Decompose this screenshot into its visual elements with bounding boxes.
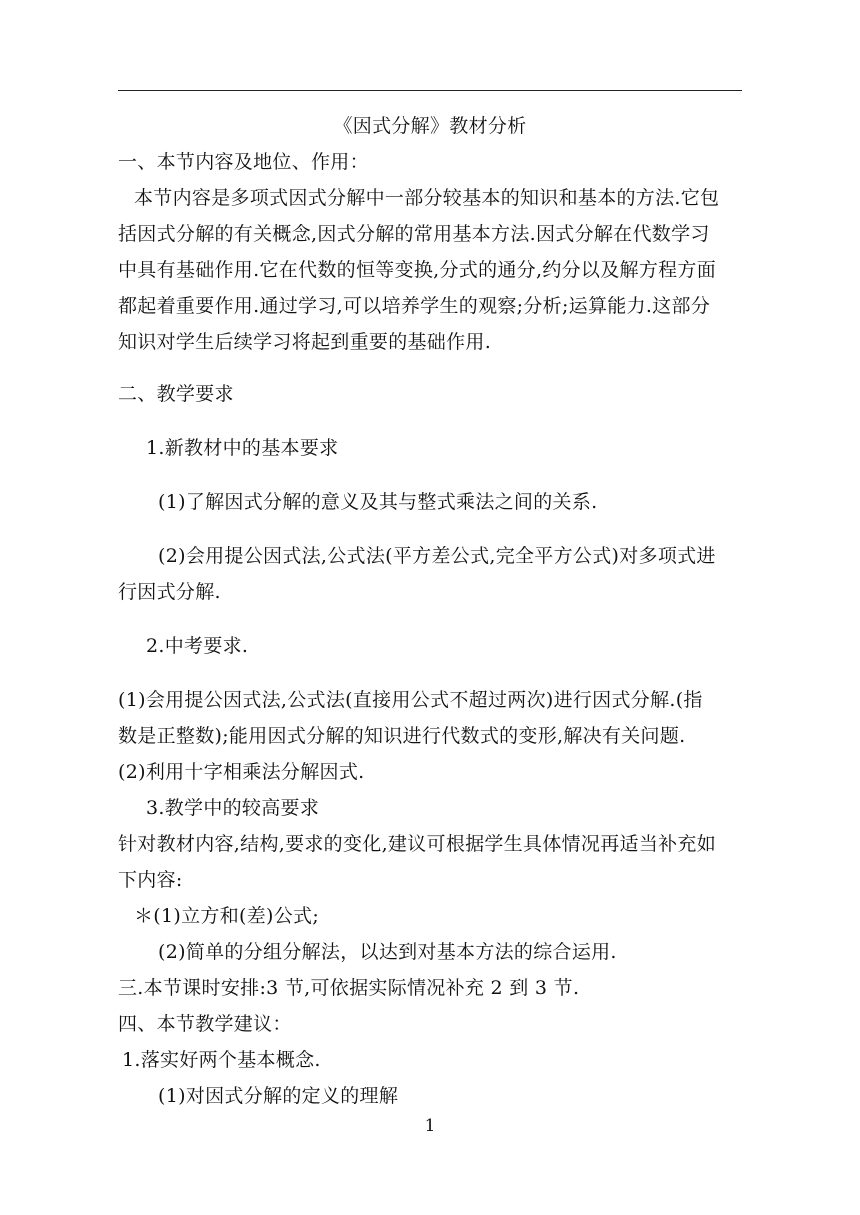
section-heading-4: 四、本节教学建议： (118, 1013, 292, 1035)
page-number: 1 (424, 1116, 436, 1136)
list-item: (1)会用提公因式法,公式法(直接用公式不超过两次)进行因式分解.(指 (118, 689, 703, 711)
list-item: (2)简单的分组分解法，以达到对基本方法的综合运用. (158, 941, 617, 963)
list-item: ＊(1)立方和(差)公式; (134, 905, 320, 927)
paragraph-line: 下内容: (118, 869, 183, 891)
list-item: (1)了解因式分解的意义及其与整式乘法之间的关系. (158, 491, 598, 513)
list-item-continuation: 数是正整数);能用因式分解的知识进行代数式的变形,解决有关问题. (118, 725, 686, 747)
subheading-basic-requirements: 1.新教材中的基本要求 (146, 437, 339, 459)
section-heading-1: 一、本节内容及地位、作用： (118, 151, 369, 173)
paragraph-line: 本节内容是多项式因式分解中一部分较基本的知识和基本的方法.它包 (134, 187, 720, 209)
subheading-advanced-requirements: 3.教学中的较高要求 (146, 797, 320, 819)
section-heading-2: 二、教学要求 (118, 383, 234, 405)
paragraph-line: 中具有基础作用.它在代数的恒等变换,分式的通分,约分以及解方程方面 (118, 259, 717, 281)
paragraph-line: 都起着重要作用.通过学习,可以培养学生的观察;分析;运算能力.这部分 (118, 295, 711, 317)
list-item: (2)利用十字相乘法分解因式. (118, 761, 365, 783)
subheading-two-concepts: 1.落实好两个基本概念. (122, 1049, 321, 1071)
section-heading-3: 三.本节课时安排:3 节,可依据实际情况补充 2 到 3 节. (118, 977, 580, 999)
paragraph-line: 括因式分解的有关概念,因式分解的常用基本方法.因式分解在代数学习 (118, 223, 710, 245)
paragraph-line: 针对教材内容,结构,要求的变化,建议可根据学生具体情况再适当补充如 (118, 833, 717, 855)
list-item-continuation: 行因式分解. (118, 581, 221, 603)
list-item: (1)对因式分解的定义的理解 (158, 1085, 399, 1107)
paragraph-line: 知识对学生后续学习将起到重要的基础作用. (118, 331, 492, 353)
list-item: (2)会用提公因式法,公式法(平方差公式,完全平方公式)对多项式进 (158, 545, 716, 567)
header-rule (118, 90, 742, 91)
document-title: 《因式分解》教材分析 (333, 115, 527, 137)
subheading-exam-requirements: 2.中考要求. (146, 635, 249, 657)
